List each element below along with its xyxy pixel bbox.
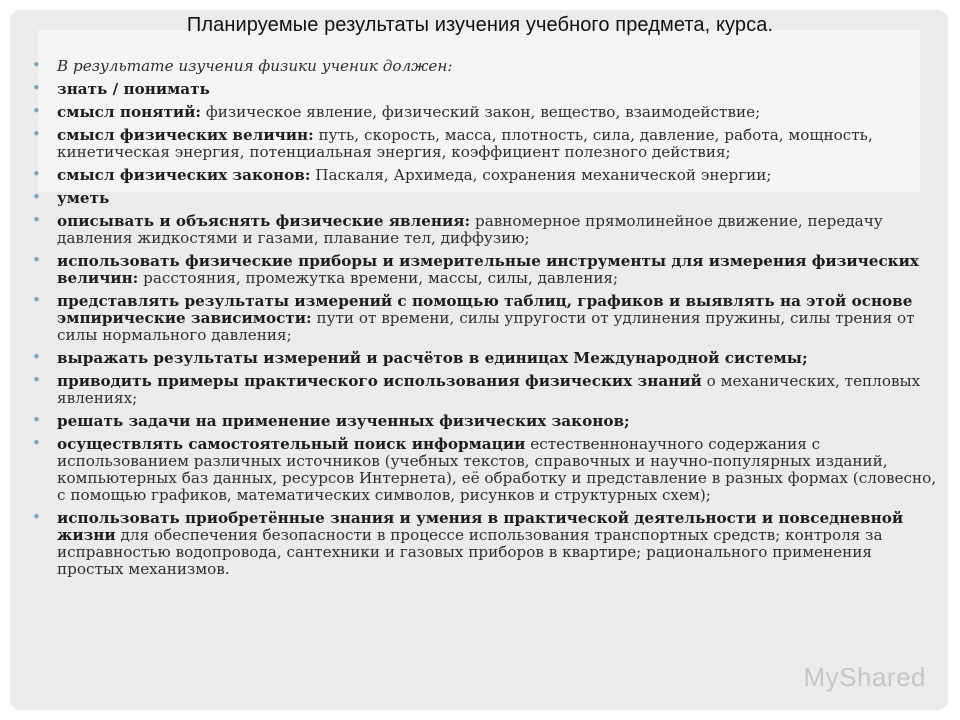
bullet-icon: • bbox=[32, 348, 41, 366]
bullet-item-si-units bbox=[32, 350, 937, 367]
bullet-icon: • bbox=[32, 508, 41, 526]
bullet-icon: • bbox=[32, 411, 41, 429]
bullet-text: о механических, тепловых явлениях; bbox=[57, 372, 921, 407]
bullet-lead: выражать результаты измерений и расчётов в единицах Международной системы; bbox=[57, 349, 808, 367]
bullet-item-search bbox=[32, 436, 937, 504]
bullet-item-problems bbox=[32, 413, 937, 430]
bullet-item-present bbox=[32, 293, 937, 344]
bullet-item-be-able bbox=[32, 190, 937, 207]
bullet-item-examples bbox=[32, 373, 937, 407]
bullet-text: Паскаля, Архимеда, сохранения механической энергии; bbox=[310, 166, 772, 184]
bullet-item-apply bbox=[32, 510, 937, 578]
bullet-text: расстояния, промежутка времени, массы, силы, давления; bbox=[138, 269, 619, 287]
bullet-item-describe bbox=[32, 213, 937, 247]
bullet-list bbox=[32, 58, 937, 584]
bullet-text: путь, скорость, масса, плотность, сила, давление, работа, мощность, кинетическая энергия, потенциальная энергия, коэффициент полезного действия; bbox=[57, 126, 873, 161]
bullet-lead: использовать физические приборы и измерительные инструменты для измерения физических величин: bbox=[57, 252, 919, 287]
slide-title: Планируемые результаты изучения учебного предмета, курса. bbox=[186, 14, 774, 36]
bullet-icon: • bbox=[32, 125, 41, 143]
bullet-text: естественнонаучного содержания с использованием различных источников (учебных текстов, справочных и научно-популярных изданий, компьютерных баз данных, ресурсов Интернета), её обработку и представление в разных формах (словесно, с помощью графиков, математических символов, рисунков и структурных схем); bbox=[57, 435, 937, 504]
bullet-lead: В результате изучения физики ученик должен: bbox=[57, 57, 453, 75]
bullet-item-concepts bbox=[32, 104, 937, 121]
bullet-lead: описывать и объяснять физические явления: bbox=[57, 212, 471, 230]
bullet-item-intro bbox=[32, 58, 937, 75]
bullet-item-instruments bbox=[32, 253, 937, 287]
bullet-text: для обеспечения безопасности в процессе использования транспортных средств; контроля за исправностью водопровода, сантехники и газовых приборов в квартире; рационального применения простых механизмов. bbox=[57, 526, 883, 578]
bullet-icon: • bbox=[32, 291, 41, 309]
bullet-text: пути от времени, силы упругости от удлинения пружины, силы трения от силы нормального давления; bbox=[57, 309, 915, 344]
bullet-text: физическое явление, физический закон, вещество, взаимодействие; bbox=[201, 103, 761, 121]
bullet-lead: приводить примеры практического использования физических знаний bbox=[57, 372, 702, 390]
bullet-icon: • bbox=[32, 188, 41, 206]
bullet-icon: • bbox=[32, 434, 41, 452]
bullet-item-laws bbox=[32, 167, 937, 184]
bullet-icon: • bbox=[32, 371, 41, 389]
bullet-icon: • bbox=[32, 79, 41, 97]
bullet-lead: смысл понятий: bbox=[57, 103, 202, 121]
bullet-icon: • bbox=[32, 56, 41, 74]
bullet-lead: представлять результаты измерений с помощью таблиц, графиков и выявлять на этой основе эмпирические зависимости: bbox=[57, 292, 913, 327]
bullet-lead: использовать приобретённые знания и умения в практической деятельности и повседневной жизни bbox=[57, 509, 904, 544]
watermark-logo: MyShared bbox=[803, 662, 926, 692]
bullet-text: равномерное прямолинейное движение, передачу давления жидкостями и газами, плавание тел, диффузию; bbox=[57, 212, 883, 247]
bullet-icon: • bbox=[32, 102, 41, 120]
bullet-lead: знать / понимать bbox=[57, 80, 210, 98]
bullet-item-quantities bbox=[32, 127, 937, 161]
bullet-lead: осуществлять самостоятельный поиск информации bbox=[57, 435, 526, 453]
bullet-icon: • bbox=[32, 251, 41, 269]
bullet-icon: • bbox=[32, 211, 41, 229]
bullet-lead: уметь bbox=[57, 189, 110, 207]
bullet-lead: смысл физических величин: bbox=[57, 126, 314, 144]
bullet-lead: смысл физических законов: bbox=[57, 166, 311, 184]
bullet-lead: решать задачи на применение изученных физических законов; bbox=[57, 412, 630, 430]
bullet-icon: • bbox=[32, 165, 41, 183]
bullet-item-know bbox=[32, 81, 937, 98]
